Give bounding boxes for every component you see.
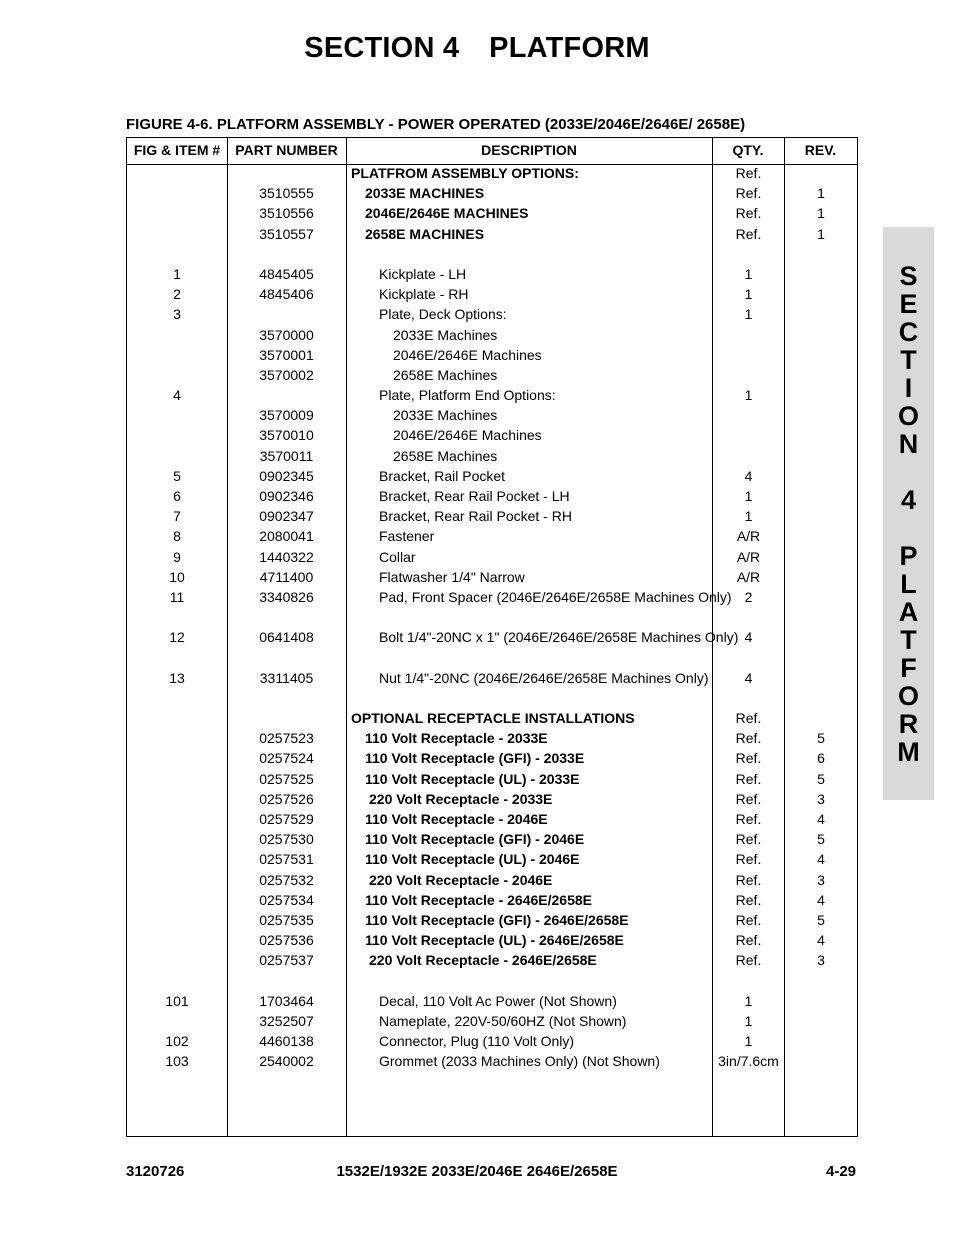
table-row xyxy=(127,1051,857,1071)
qty-cell: Ref. xyxy=(735,831,762,848)
part-number-cell: 4460138 xyxy=(259,1033,314,1050)
table-row xyxy=(127,425,857,445)
qty-cell: Ref. xyxy=(735,185,762,202)
fig-item-cell: 102 xyxy=(165,1033,189,1050)
fig-item-cell: 12 xyxy=(169,629,185,646)
qty-cell: A/R xyxy=(736,568,761,585)
fig-item-cell: 103 xyxy=(165,1053,189,1070)
table-row xyxy=(127,890,857,910)
qty-cell: A/R xyxy=(736,528,761,545)
rev-cell: 3 xyxy=(817,871,825,888)
description-cell: 2046E/2646E MACHINES xyxy=(365,205,529,222)
part-number-cell: 1703464 xyxy=(259,992,314,1009)
description-cell: 2033E MACHINES xyxy=(365,185,485,202)
description-cell: 2033E Machines xyxy=(393,407,498,424)
qty-cell: 1 xyxy=(744,992,753,1009)
description-cell: 2046E/2646E Machines xyxy=(393,346,542,363)
qty-cell: Ref. xyxy=(735,851,762,868)
description-cell: Bracket, Rail Pocket xyxy=(379,467,506,484)
tab-letter: P xyxy=(899,541,918,571)
description-cell: 110 Volt Receptacle (GFI) - 2046E xyxy=(365,831,585,848)
description-cell: 110 Volt Receptacle - 2033E xyxy=(365,730,548,747)
qty-cell: 1 xyxy=(744,1012,753,1029)
part-number-cell: 0257532 xyxy=(259,871,314,888)
part-number-cell: 0902347 xyxy=(259,508,314,525)
qty-cell: Ref. xyxy=(735,730,762,747)
table-row xyxy=(127,930,857,950)
qty-cell: 3in/7.6cm xyxy=(718,1053,779,1070)
description-cell: 220 Volt Receptacle - 2046E xyxy=(369,871,553,888)
part-number-cell: 0257531 xyxy=(259,851,314,868)
part-number-cell: 3570011 xyxy=(259,447,314,464)
qty-cell: A/R xyxy=(736,548,761,565)
table-row xyxy=(127,1031,857,1051)
tab-letter: C xyxy=(898,317,919,347)
part-number-cell: 3570000 xyxy=(259,326,314,343)
description-cell: Bracket, Rear Rail Pocket - RH xyxy=(379,508,572,525)
description-cell: 110 Volt Receptacle (GFI) - 2646E/2658E xyxy=(365,911,629,928)
qty-cell: 4 xyxy=(744,669,753,686)
description-cell: Kickplate - LH xyxy=(379,265,467,282)
fig-item-cell: 101 xyxy=(165,992,189,1009)
part-number-cell: 3510557 xyxy=(259,225,314,242)
rev-cell: 1 xyxy=(817,205,825,222)
part-number-cell: 0257526 xyxy=(259,790,314,807)
table-row xyxy=(127,829,857,849)
rev-cell: 4 xyxy=(817,811,825,828)
section-tab xyxy=(883,227,934,800)
tab-letter: N xyxy=(898,429,919,459)
qty-cell: Ref. xyxy=(735,225,762,242)
table-row xyxy=(127,688,857,708)
description-cell: 2658E Machines xyxy=(393,447,498,464)
qty-cell: Ref. xyxy=(735,932,762,949)
fig-item-cell: 1 xyxy=(173,265,181,282)
part-number-cell: 0257537 xyxy=(259,952,314,969)
tab-letter: T xyxy=(900,345,917,375)
table-row xyxy=(127,728,857,748)
rev-cell: 5 xyxy=(817,730,825,747)
rev-cell: 4 xyxy=(817,851,825,868)
fig-item-cell: 11 xyxy=(169,588,185,605)
description-cell: PLATFROM ASSEMBLY OPTIONS: xyxy=(351,165,579,181)
part-number-cell: 0257536 xyxy=(259,932,314,949)
rev-cell: 5 xyxy=(817,770,825,787)
tab-spacer xyxy=(883,514,934,542)
footer-page-number: 4-29 xyxy=(826,1163,857,1180)
qty-cell: Ref. xyxy=(735,891,762,908)
header-rev: REV. xyxy=(804,142,837,158)
tab-letter: F xyxy=(900,653,917,683)
rev-cell: 1 xyxy=(817,225,825,242)
part-number-cell: 0257529 xyxy=(259,811,314,828)
description-cell: Fastener xyxy=(379,528,435,545)
rev-cell: 3 xyxy=(817,790,825,807)
description-cell: Plate, Platform End Options: xyxy=(379,387,556,404)
table-row xyxy=(127,627,857,667)
part-number-cell: 1440322 xyxy=(259,548,314,565)
part-number-cell: 3311405 xyxy=(259,669,314,686)
fig-item-cell: 3 xyxy=(173,306,181,323)
table-row xyxy=(127,264,857,284)
header-fig: FIG & ITEM # xyxy=(133,142,221,158)
header-part: PART NUMBER xyxy=(235,142,338,158)
part-number-cell: 0257534 xyxy=(259,891,314,908)
part-number-cell: 3570001 xyxy=(259,346,314,363)
figure-caption: FIGURE 4-6. PLATFORM ASSEMBLY - POWER OPERATED (2033E/2046E/2646E/ 2658E) xyxy=(126,116,746,133)
table-row xyxy=(127,1011,857,1031)
part-number-cell: 2540002 xyxy=(259,1053,314,1070)
table-row xyxy=(127,224,857,244)
table-row xyxy=(127,365,857,385)
tab-letter: E xyxy=(899,289,918,319)
tab-letter: O xyxy=(897,401,919,431)
description-cell: 220 Volt Receptacle - 2646E/2658E xyxy=(369,952,597,969)
qty-cell: 1 xyxy=(744,265,753,282)
table-row xyxy=(127,163,857,183)
part-number-cell: 0641408 xyxy=(259,629,314,646)
section-title xyxy=(0,32,954,65)
table-row xyxy=(127,345,857,365)
fig-item-cell: 8 xyxy=(173,528,181,545)
qty-cell: Ref. xyxy=(735,911,762,928)
table-row xyxy=(127,809,857,829)
description-cell: 2033E Machines xyxy=(393,326,498,343)
table-row xyxy=(127,203,857,223)
tab-letter: L xyxy=(900,569,917,599)
tab-spacer xyxy=(883,458,934,486)
qty-cell: 1 xyxy=(744,488,753,504)
table-row xyxy=(127,849,857,869)
tab-letter: A xyxy=(898,597,919,627)
qty-cell: Ref. xyxy=(735,205,762,222)
table-row xyxy=(127,526,857,546)
rev-cell: 5 xyxy=(817,831,825,848)
qty-cell: 1 xyxy=(744,508,753,525)
header-qty: QTY. xyxy=(732,142,764,158)
fig-item-cell: 2 xyxy=(173,286,181,303)
section-name: PLATFORM xyxy=(489,32,650,64)
part-number-cell: 3510555 xyxy=(259,185,314,202)
description-cell: 2046E/2646E Machines xyxy=(393,427,542,444)
table-row xyxy=(127,971,857,991)
description-cell: 110 Volt Receptacle (UL) - 2646E/2658E xyxy=(365,932,624,949)
table-row xyxy=(127,486,857,506)
table-row xyxy=(127,506,857,526)
fig-item-cell: 10 xyxy=(169,568,185,585)
table-row xyxy=(127,991,857,1011)
part-number-cell: 0257524 xyxy=(259,750,314,767)
description-cell: Kickplate - RH xyxy=(379,286,469,303)
table-row xyxy=(127,446,857,466)
description-cell: OPTIONAL RECEPTACLE INSTALLATIONS xyxy=(351,710,635,727)
qty-cell: Ref. xyxy=(735,790,762,807)
description-cell: Flatwasher 1/4" Narrow xyxy=(379,568,525,585)
description-cell: Pad, Front Spacer (2046E/2646E/2658E Machines Only) xyxy=(379,588,732,605)
part-number-cell: 0902346 xyxy=(259,488,314,504)
qty-cell: 4 xyxy=(744,629,753,646)
description-cell: 110 Volt Receptacle (GFI) - 2033E xyxy=(365,750,585,767)
rev-cell: 5 xyxy=(817,911,825,928)
description-cell: Nameplate, 220V-50/60HZ (Not Shown) xyxy=(379,1012,627,1029)
table-row xyxy=(127,910,857,930)
footer-models: 1532E/1932E 2033E/2046E 2646E/2658E xyxy=(336,1163,618,1180)
rev-cell: 3 xyxy=(817,952,825,969)
tab-letter: S xyxy=(899,261,918,291)
qty-cell: Ref. xyxy=(735,710,762,727)
qty-cell: 1 xyxy=(744,1033,753,1050)
part-number-cell: 0257530 xyxy=(259,831,314,848)
fig-item-cell: 13 xyxy=(169,669,185,686)
qty-cell: Ref. xyxy=(735,952,762,969)
parts-table xyxy=(126,137,858,1137)
table-row xyxy=(127,789,857,809)
description-cell: 110 Volt Receptacle - 2646E/2658E xyxy=(365,891,592,908)
fig-item-cell: 4 xyxy=(173,387,181,404)
table-row xyxy=(127,769,857,789)
fig-item-cell: 6 xyxy=(173,488,181,504)
description-cell: 220 Volt Receptacle - 2033E xyxy=(369,790,553,807)
part-number-cell: 0257525 xyxy=(259,770,314,787)
qty-cell: 1 xyxy=(744,387,753,404)
description-cell: 2658E Machines xyxy=(393,366,498,383)
description-cell: Nut 1/4"-20NC (2046E/2646E/2658E Machines Only) xyxy=(379,669,709,686)
rev-cell: 6 xyxy=(817,750,825,767)
table-header xyxy=(127,138,857,165)
part-number-cell: 4845406 xyxy=(259,286,314,303)
qty-cell: 1 xyxy=(744,286,753,303)
part-number-cell: 3570002 xyxy=(259,366,314,383)
header-desc: DESCRIPTION xyxy=(481,142,577,158)
part-number-cell: 3570010 xyxy=(259,427,314,444)
description-cell: Bracket, Rear Rail Pocket - LH xyxy=(379,488,570,504)
tab-letter: T xyxy=(900,625,917,655)
part-number-cell: 3570009 xyxy=(259,407,314,424)
table-row xyxy=(127,950,857,970)
table-row xyxy=(127,587,857,627)
footer-doc-number: 3120726 xyxy=(126,1163,185,1180)
description-cell: Decal, 110 Volt Ac Power (Not Shown) xyxy=(379,992,617,1009)
description-cell: 110 Volt Receptacle (UL) - 2046E xyxy=(365,851,580,868)
fig-item-cell: 7 xyxy=(173,508,181,525)
table-row xyxy=(127,668,857,688)
tab-letter: O xyxy=(897,681,919,711)
part-number-cell: 4845405 xyxy=(259,265,314,282)
qty-cell: 1 xyxy=(744,306,753,323)
description-cell: Collar xyxy=(379,548,416,565)
qty-cell: Ref. xyxy=(735,770,762,787)
part-number-cell: 2080041 xyxy=(259,528,314,545)
rev-cell: 1 xyxy=(817,185,825,202)
part-number-cell: 3340826 xyxy=(259,588,314,605)
tab-letter: M xyxy=(897,737,920,767)
rev-cell: 4 xyxy=(817,891,825,908)
tab-letter: I xyxy=(904,373,913,403)
part-number-cell: 0257523 xyxy=(259,730,314,747)
qty-cell: Ref. xyxy=(735,750,762,767)
table-row xyxy=(127,244,857,264)
description-cell: Connector, Plug (110 Volt Only) xyxy=(379,1033,575,1050)
table-row xyxy=(127,870,857,890)
fig-item-cell: 9 xyxy=(173,548,181,565)
table-row xyxy=(127,385,857,405)
description-cell: Bolt 1/4"-20NC x 1" (2046E/2646E/2658E Machines Only) xyxy=(379,629,739,646)
description-cell: Grommet (2033 Machines Only) (Not Shown) xyxy=(379,1053,660,1070)
qty-cell: 4 xyxy=(744,467,753,484)
fig-item-cell: 5 xyxy=(173,467,181,484)
table-row xyxy=(127,183,857,203)
table-row xyxy=(127,284,857,304)
part-number-cell: 4711400 xyxy=(259,568,314,585)
description-cell: 110 Volt Receptacle - 2046E xyxy=(365,811,548,828)
description-cell: 2658E MACHINES xyxy=(365,225,485,242)
section-number: SECTION 4 xyxy=(304,32,460,64)
table-row xyxy=(127,567,857,587)
part-number-cell: 3510556 xyxy=(259,205,314,222)
qty-cell: Ref. xyxy=(735,165,762,181)
qty-cell: Ref. xyxy=(735,811,762,828)
qty-cell: 2 xyxy=(744,588,753,605)
table-row xyxy=(127,304,857,324)
tab-letter: 4 xyxy=(900,485,917,515)
description-cell: 110 Volt Receptacle (UL) - 2033E xyxy=(365,770,580,787)
table-row xyxy=(127,405,857,425)
table-row xyxy=(127,466,857,486)
table-row xyxy=(127,708,857,728)
table-row xyxy=(127,547,857,567)
table-body xyxy=(127,163,857,1071)
part-number-cell: 3252507 xyxy=(259,1012,314,1029)
description-cell: Plate, Deck Options: xyxy=(379,306,507,323)
table-row xyxy=(127,748,857,768)
qty-cell: Ref. xyxy=(735,871,762,888)
tab-letter: R xyxy=(898,709,919,739)
rev-cell: 4 xyxy=(817,932,825,949)
table-row xyxy=(127,325,857,345)
part-number-cell: 0257535 xyxy=(259,911,314,928)
part-number-cell: 0902345 xyxy=(259,467,314,484)
